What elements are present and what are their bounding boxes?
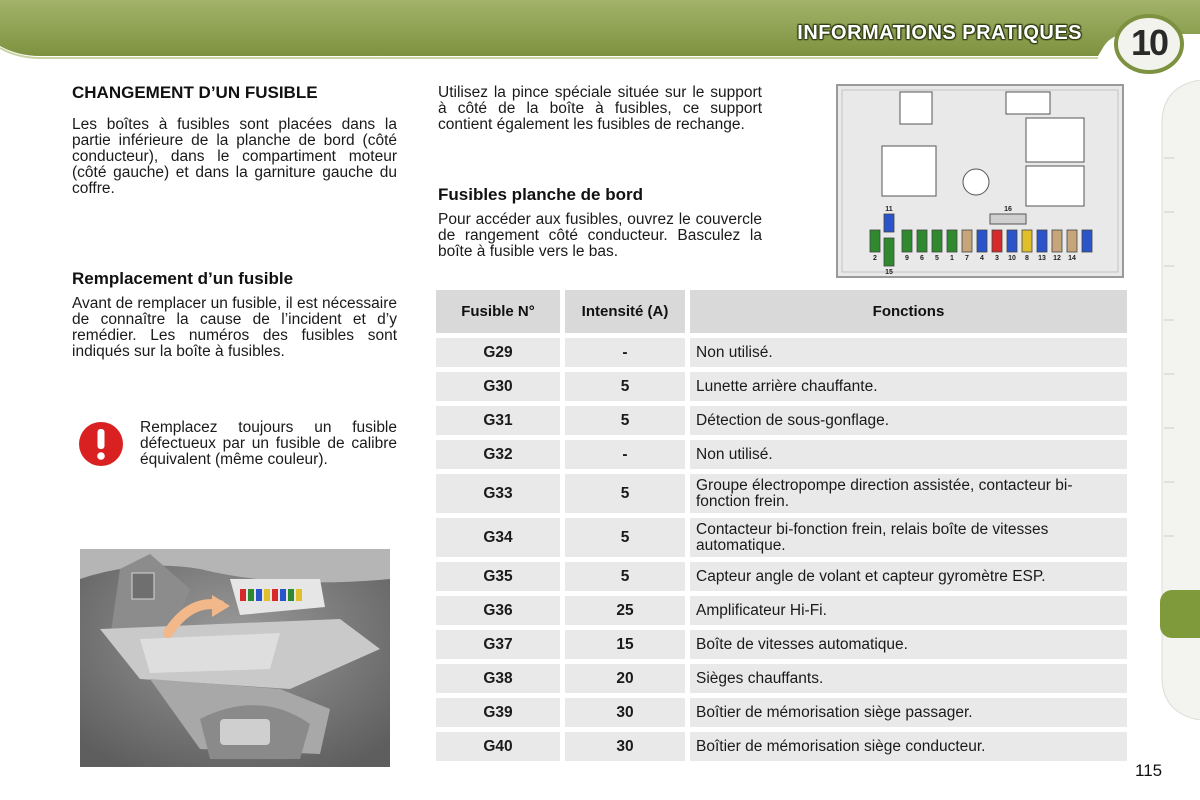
- fuse-number-cell: G34: [436, 518, 560, 557]
- fuse-number-cell: G30: [436, 372, 560, 401]
- intensity-cell: 15: [565, 630, 685, 659]
- fuse-table: [431, 285, 1132, 766]
- table-row: [436, 406, 1127, 435]
- table-row: [436, 664, 1127, 693]
- dash-paragraph: Pour accéder aux fusibles, ouvrez le couvercle de rangement côté conducteur. Basculez la boîte à fusible vers le bas.: [438, 211, 762, 260]
- fuse-number-cell: G31: [436, 406, 560, 435]
- header-fuse-number: Fusible N°: [436, 290, 560, 333]
- fuse-label: 14: [1068, 255, 1076, 262]
- fuse-label: 2: [873, 255, 877, 262]
- table-row: [436, 474, 1127, 513]
- fuse-label: 16: [1004, 206, 1012, 213]
- chapter-tab-active[interactable]: [1160, 590, 1200, 638]
- fusebox-location-illustration: [80, 549, 390, 767]
- dash-title: Fusibles planche de bord: [438, 185, 643, 204]
- header-intensity: Intensité (A): [565, 290, 685, 333]
- function-cell: Amplificateur Hi-Fi.: [690, 596, 1127, 625]
- page-number: 115: [1135, 761, 1163, 780]
- tool-paragraph: Utilisez la pince spéciale située sur le support à côté de la boîte à fusibles, ce support contient également les fusibles de rechange.: [438, 84, 762, 133]
- fuse-table-body: [436, 338, 1127, 761]
- fuse-number-cell: G37: [436, 630, 560, 659]
- fuse-number-cell: G32: [436, 440, 560, 469]
- fusebox-diagram: [836, 84, 1124, 278]
- fuse-label: 12: [1053, 255, 1061, 262]
- function-cell: Non utilisé.: [690, 338, 1127, 367]
- function-cell: Détection de sous-gonflage.: [690, 406, 1127, 435]
- function-cell: Boîtier de mémorisation siège conducteur.: [690, 732, 1127, 761]
- function-cell: Groupe électropompe direction assistée, contacteur bi-fonction frein.: [690, 474, 1127, 513]
- fuse-number-cell: G38: [436, 664, 560, 693]
- table-row: [436, 440, 1127, 469]
- intensity-cell: 5: [565, 406, 685, 435]
- table-row: [436, 562, 1127, 591]
- table-row: [436, 596, 1127, 625]
- function-cell: Lunette arrière chauffante.: [690, 372, 1127, 401]
- fuse-label: 8: [1025, 255, 1029, 262]
- fuse-label: 10: [1008, 255, 1016, 262]
- table-row: [436, 630, 1127, 659]
- fuse-number-cell: G33: [436, 474, 560, 513]
- exclamation-icon: [78, 421, 124, 467]
- section-title: INFORMATIONS PRATIQUES: [797, 22, 1082, 44]
- replace-title: Remplacement d’un fusible: [72, 269, 294, 288]
- fuse-label: 6: [920, 255, 924, 262]
- fuse-label: 13: [1038, 255, 1046, 262]
- intensity-cell: 5: [565, 474, 685, 513]
- page-title: CHANGEMENT D’UN FUSIBLE: [72, 83, 318, 102]
- intensity-cell: -: [565, 440, 685, 469]
- intensity-cell: 5: [565, 518, 685, 557]
- fuse-label: 15: [885, 269, 893, 276]
- intensity-cell: -: [565, 338, 685, 367]
- fuse-label: 9: [905, 255, 909, 262]
- replace-paragraph: Avant de remplacer un fusible, il est nécessaire de connaître la cause de l’incident et d’y remédier. Les numéros des fusibles sont indiqués sur la boîte à fusibles.: [72, 295, 397, 360]
- fuse-number-cell: G36: [436, 596, 560, 625]
- function-cell: Boîtier de mémorisation siège passager.: [690, 698, 1127, 727]
- fuse-label: 1: [950, 255, 954, 262]
- fuse-number-cell: G39: [436, 698, 560, 727]
- table-row: [436, 518, 1127, 557]
- warning-text: Remplacez toujours un fusible défectueux par un fusible de calibre équivalent (même couleur).: [140, 419, 397, 468]
- function-cell: Non utilisé.: [690, 440, 1127, 469]
- function-cell: Capteur angle de volant et capteur gyromètre ESP.: [690, 562, 1127, 591]
- intensity-cell: 5: [565, 562, 685, 591]
- table-row: [436, 338, 1127, 367]
- function-cell: Contacteur bi-fonction frein, relais boîte de vitesses automatique.: [690, 518, 1127, 557]
- fuse-number-cell: G35: [436, 562, 560, 591]
- intensity-cell: 20: [565, 664, 685, 693]
- header-functions: Fonctions: [690, 290, 1127, 333]
- fuse-number-cell: G40: [436, 732, 560, 761]
- fuse-label: 7: [965, 255, 969, 262]
- intensity-cell: 5: [565, 372, 685, 401]
- table-row: [436, 732, 1127, 761]
- fuse-number-cell: G29: [436, 338, 560, 367]
- fuse-label: 11: [885, 206, 893, 213]
- intensity-cell: 25: [565, 596, 685, 625]
- intensity-cell: 30: [565, 698, 685, 727]
- chapter-number: 10: [1130, 22, 1168, 63]
- fuse-label: 5: [935, 255, 939, 262]
- table-row: [436, 372, 1127, 401]
- function-cell: Sièges chauffants.: [690, 664, 1127, 693]
- fuse-label: 4: [980, 255, 984, 262]
- intro-paragraph: Les boîtes à fusibles sont placées dans la partie inférieure de la planche de bord (côté conducteur), dans le compartiment moteur (côté gauche) et dans la garniture gauche du coffre.: [72, 116, 397, 197]
- table-row: [436, 698, 1127, 727]
- function-cell: Boîte de vitesses automatique.: [690, 630, 1127, 659]
- fuse-label: 3: [995, 255, 999, 262]
- intensity-cell: 30: [565, 732, 685, 761]
